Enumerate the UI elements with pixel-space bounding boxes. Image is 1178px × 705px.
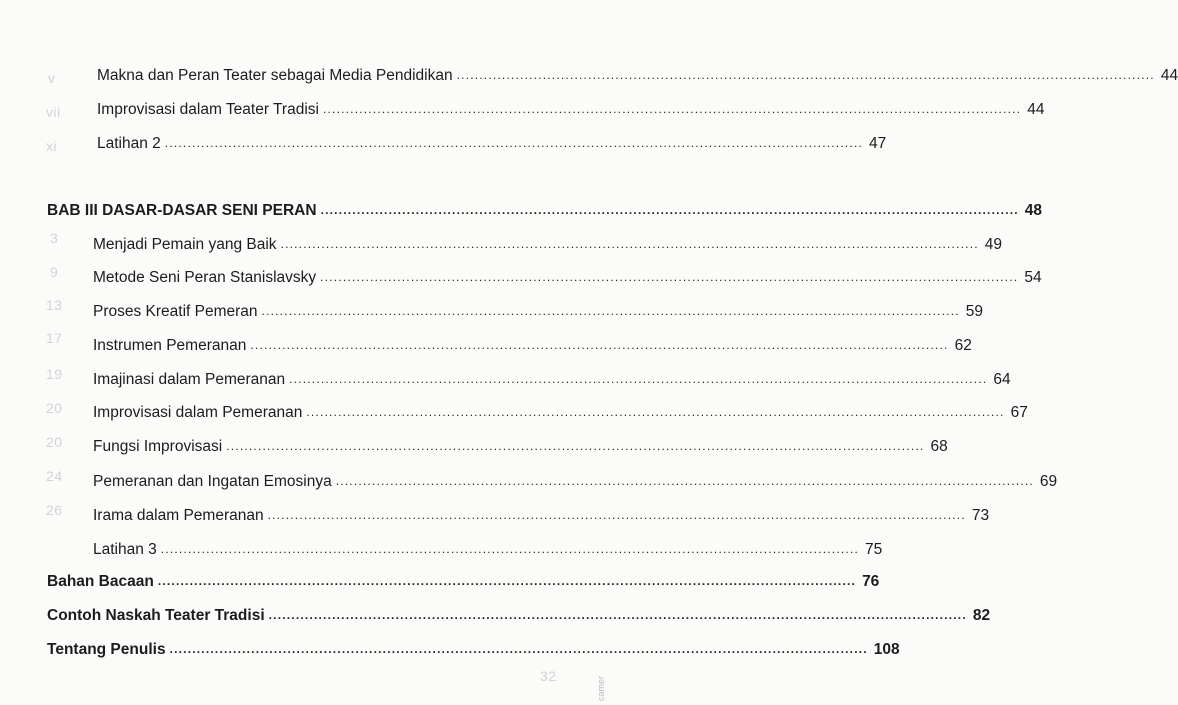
- toc-leader-dots: [281, 234, 979, 254]
- toc-entry[interactable]: [93, 472, 1058, 492]
- toc-entry-page: 67: [1010, 404, 1028, 421]
- toc-entry-label: Irama dalam Pemeranan: [93, 507, 264, 524]
- toc-entry-page: 47: [869, 135, 887, 152]
- toc-entry[interactable]: [97, 66, 1178, 86]
- toc-leader-dots: [165, 133, 863, 153]
- bleed-mark: 3: [50, 230, 59, 246]
- toc-entry-label: Latihan 3: [93, 541, 157, 558]
- toc-chapter[interactable]: [47, 201, 1043, 221]
- bleed-mark: 24: [46, 468, 63, 484]
- toc-leader-dots: [323, 99, 1021, 119]
- toc-entry-page: 48: [1024, 202, 1043, 219]
- toc-entry[interactable]: [93, 235, 1003, 255]
- scanner-watermark: camer: [596, 676, 606, 702]
- toc-entry-page: 73: [971, 507, 990, 524]
- toc-chapter[interactable]: [47, 606, 991, 626]
- toc-entry[interactable]: [93, 370, 1011, 390]
- toc-entry[interactable]: [93, 540, 883, 560]
- toc-entry-page: 49: [984, 236, 1003, 253]
- toc-entry-label: Metode Seni Peran Stanislavsky: [93, 269, 317, 286]
- toc-entry-page: 68: [930, 438, 948, 455]
- toc-leader-dots: [457, 65, 1155, 85]
- toc-entry[interactable]: [93, 437, 948, 457]
- toc-entry-label: Makna dan Peran Teater sebagai Media Pendidikan: [97, 67, 453, 84]
- toc-chapter-label: Contoh Naskah Teater Tradisi: [47, 607, 265, 624]
- bleed-mark: 13: [46, 297, 63, 313]
- toc-entry-page: 82: [972, 607, 991, 624]
- toc-entry[interactable]: [97, 134, 887, 154]
- toc-entry[interactable]: [93, 403, 1028, 423]
- bleed-mark: vii: [46, 104, 61, 120]
- bleed-mark: 20: [46, 400, 63, 416]
- toc-entry-page: 62: [954, 337, 972, 354]
- toc-leader-dots: [320, 267, 1018, 287]
- toc-entry[interactable]: [97, 100, 1045, 120]
- bleed-mark: 19: [46, 366, 63, 382]
- toc-leader-dots: [226, 436, 924, 456]
- toc-leader-dots: [336, 471, 1034, 491]
- toc-entry-label: Latihan 2: [97, 135, 161, 152]
- toc-chapter-label: Tentang Penulis: [47, 641, 166, 658]
- toc-leader-dots: [268, 505, 966, 525]
- toc-entry[interactable]: [93, 336, 972, 356]
- bleed-mark: xi: [46, 138, 58, 154]
- toc-chapter-label: Bahan Bacaan: [47, 573, 154, 590]
- bleed-mark: v: [48, 70, 56, 86]
- toc-leader-dots: [269, 605, 967, 625]
- toc-entry-page: 59: [965, 303, 984, 320]
- toc-entry-page: 76: [862, 573, 880, 590]
- toc-entry-label: Pemeranan dan Ingatan Emosinya: [93, 473, 332, 490]
- bleed-mark: 32: [540, 668, 557, 684]
- toc-entry-page: 75: [865, 541, 883, 558]
- toc-chapter[interactable]: [47, 640, 900, 660]
- toc-entry-label: Proses Kreatif Pemeran: [93, 303, 258, 320]
- toc-leader-dots: [321, 200, 1019, 220]
- toc-entry-page: 44: [1160, 67, 1178, 84]
- toc-chapter-label: BAB III DASAR-DASAR SENI PERAN: [47, 202, 317, 219]
- toc-leader-dots: [289, 369, 987, 389]
- toc-leader-dots: [262, 301, 960, 321]
- toc-leader-dots: [250, 335, 948, 355]
- bleed-mark: 9: [50, 264, 59, 280]
- toc-entry-label: Improvisasi dalam Pemeranan: [93, 404, 303, 421]
- toc-leader-dots: [170, 639, 868, 659]
- toc-entry[interactable]: [93, 268, 1042, 288]
- toc-chapter[interactable]: [47, 572, 880, 592]
- bleed-mark: 17: [46, 330, 63, 346]
- toc-entry-page: 64: [993, 371, 1011, 388]
- toc-entry-label: Instrumen Pemeranan: [93, 337, 247, 354]
- toc-entry-label: Fungsi Improvisasi: [93, 438, 223, 455]
- toc-leader-dots: [158, 571, 856, 591]
- toc-entry-page: 108: [873, 641, 900, 658]
- bleed-mark: 26: [46, 502, 63, 518]
- bleed-mark: 20: [46, 434, 63, 450]
- toc-entry-label: Menjadi Pemain yang Baik: [93, 236, 277, 253]
- toc-leader-dots: [306, 402, 1004, 422]
- toc-entry-page: 69: [1039, 473, 1058, 490]
- toc-entry-page: 44: [1027, 101, 1045, 118]
- toc-entry[interactable]: [93, 302, 984, 322]
- toc-entry[interactable]: [93, 506, 990, 526]
- toc-entry-page: 54: [1024, 269, 1042, 286]
- toc-entry-label: Imajinasi dalam Pemeranan: [93, 371, 286, 388]
- toc-entry-label: Improvisasi dalam Teater Tradisi: [97, 101, 319, 118]
- toc-leader-dots: [161, 539, 859, 559]
